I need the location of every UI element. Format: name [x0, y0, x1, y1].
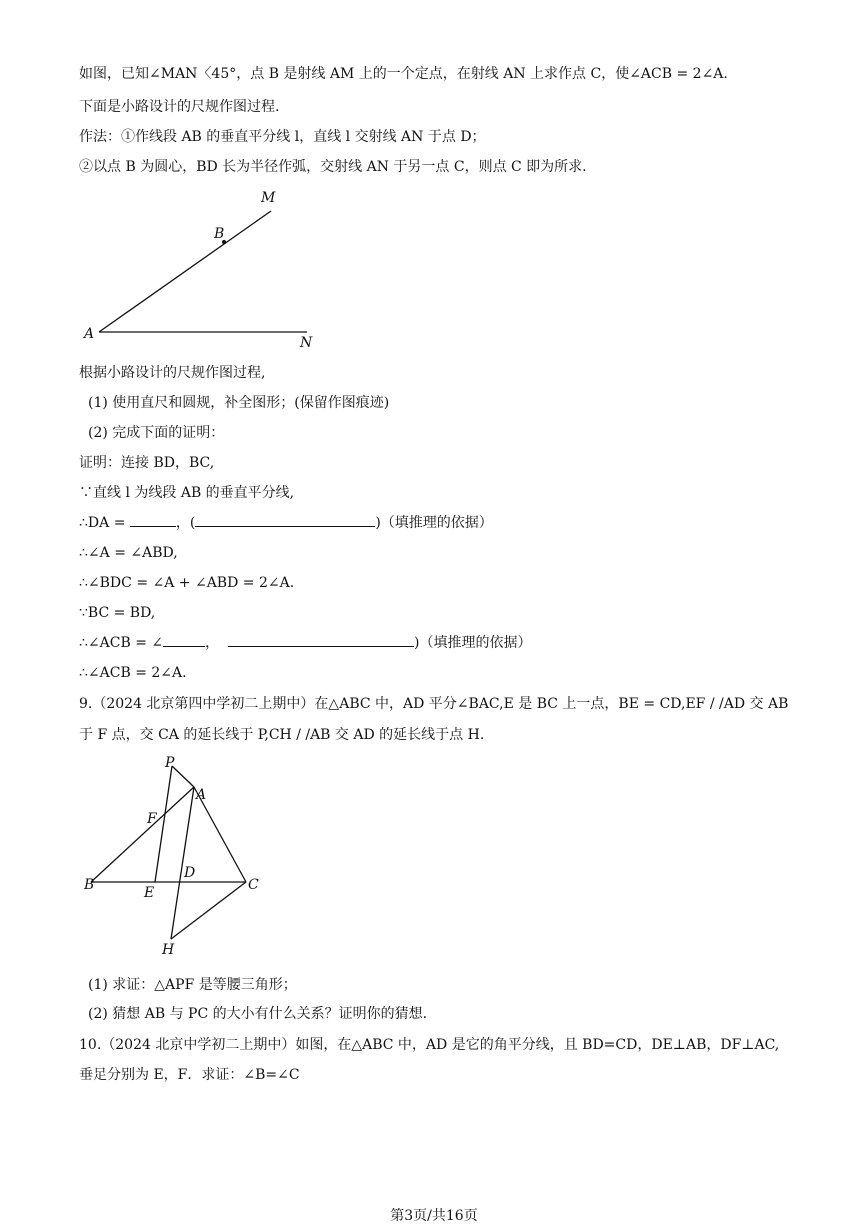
p9-question-1: (1) 求证：△APF 是等腰三角形； [88, 977, 297, 993]
label-E: E [144, 885, 155, 901]
p9-triangle-figure [80, 752, 270, 962]
blank-reason-1[interactable] [195, 514, 375, 527]
p9-statement-line2: 于 F 点，交 CA 的延长线于 P,CH / /AB 交 AD 的延长线于点 H. [79, 727, 485, 743]
proof-line-3: ∴DA = ，( )（填推理的依据） [79, 515, 493, 531]
proof-line-6: ∵BC = BD, [79, 605, 156, 621]
proof-line-5: ∴∠BDC = ∠A + ∠ABD = 2∠A. [79, 575, 295, 591]
segment-CH [171, 882, 246, 939]
p8-question-1: (1) 使用直尺和圆规，补全图形；(保留作图痕迹) [88, 395, 390, 411]
label-A: A [196, 787, 207, 803]
p8-method-step2: ②以点 B 为圆心，BD 长为半径作弧，交射线 AN 于另一点 C，则点 C 即为所求. [79, 159, 587, 175]
blank-angle[interactable] [163, 634, 205, 647]
page-footer: 第3页/共16页 [390, 1208, 478, 1224]
blank-reason-2[interactable] [228, 634, 414, 647]
p10-statement-line2: 垂足分别为 E，F．求证：∠B=∠C [79, 1067, 300, 1083]
label-H: H [162, 942, 175, 958]
p8-angle-figure [75, 185, 335, 355]
label-F: F [147, 811, 157, 827]
label-C: C [248, 877, 259, 893]
label-D: D [184, 865, 196, 881]
p9-statement-line1: 9.（2024 北京第四中学初二上期中）在△ABC 中，AD 平分∠BAC,E 是 BC 上一点，BE = CD,EF / /AD 交 AB [79, 696, 789, 712]
segment-PA [172, 766, 194, 787]
p8-intro: 根据小路设计的尺规作图过程, [79, 365, 266, 381]
proof-line-8: ∴∠ACB = 2∠A. [79, 665, 187, 681]
label-M: M [261, 190, 276, 206]
p8-method-step1: 作法：①作线段 AB 的垂直平分线 l，直线 l 交射线 AN 于点 D； [79, 129, 486, 145]
p8-question-2: (2) 完成下面的证明： [88, 425, 225, 441]
p10-statement-line1: 10.（2024 北京中学初二上期中）如图，在△ABC 中，AD 是它的角平分线，且 BD=CD，DE⊥AB，DF⊥AC, [79, 1037, 780, 1053]
segment-AB [91, 787, 194, 882]
label-B: B [84, 877, 95, 893]
p9-question-2: (2) 猜想 AB 与 PC 的大小有什么关系？证明你的猜想. [88, 1006, 428, 1022]
proof-line-7: ∴∠ACB = ∠ ， )（填推理的依据） [79, 635, 532, 651]
segment-AH [171, 787, 194, 939]
proof-line-1: 证明：连接 BD，BC, [79, 455, 215, 471]
p8-statement-line1: 如图，已知∠MAN〈45°，点 B 是射线 AM 上的一个定点，在射线 AN 上求作点 C，使∠ACB = 2∠A. [79, 66, 728, 82]
label-P: P [165, 755, 175, 771]
proof-line-4: ∴∠A = ∠ABD, [79, 545, 178, 561]
proof-line-2: ∵直线 l 为线段 AB 的垂直平分线, [79, 485, 295, 501]
ray-AM [99, 211, 271, 332]
blank-DA[interactable] [130, 514, 176, 527]
label-A: A [84, 326, 95, 342]
segment-PE [155, 766, 172, 882]
p8-statement-line2: 下面是小路设计的尺规作图过程. [79, 99, 280, 115]
label-B: B [214, 226, 225, 242]
label-N: N [300, 335, 313, 351]
